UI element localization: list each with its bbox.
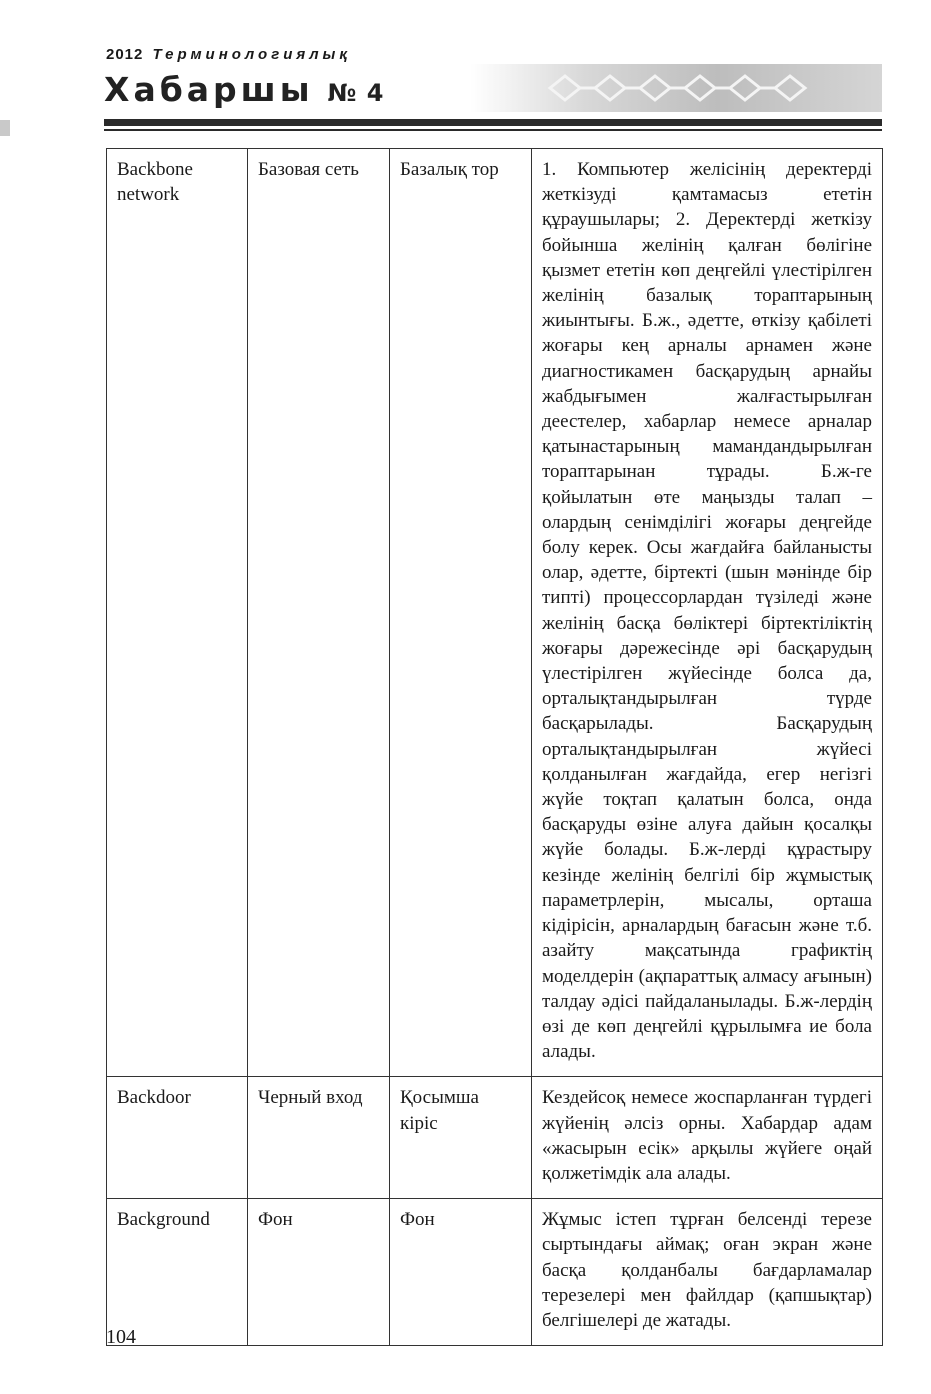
table-row <box>107 1199 883 1346</box>
terms-table <box>106 148 883 1346</box>
scan-edge-mark <box>0 120 10 136</box>
journal-title: Хабаршы <box>104 70 314 109</box>
term-russian: Базовая сеть <box>248 149 390 1077</box>
ornament-pattern-icon <box>540 68 840 108</box>
header-rule-thin <box>104 129 882 131</box>
journal-issue: № 4 <box>327 79 385 107</box>
term-definition: 1. Компьютер желісінің деректерді жеткізуді қамтамасыз ететін құраушылары; 2. Деректерді жеткізу бойынша желінің қалған бөлігіне қызмет ететін көп деңгейлі үлестірілген желінің базалық тораптарының жиынтығы. Б.ж., әдетте, өткізу қабілеті жоғары кең арналы арнамен және диагностикамен басқарудың арнайы жабдығымен жалғастырылған деестелер, хабарлар немесе арналар қатынастарының мамандандырылған тораптарынан тұрады. Б.ж-ге қойылатын өте маңызды талап – олардың сенімділігі жоғары деңгейде болу керек. Осы жағдайға байланысты олар, әдетте, біртекті (шын мәнінде бір типті) процессорлардан түзіледі және желінің басқа бөліктері біртектіліктің жоғары дәрежесінде әрі басқарудың үлестірілген жүйесінде болса да, орталықтандырылған түрде басқарылады. Басқарудың орталықтандырылған жүйесі қолданылған жағдайда, егер негізгі жүйе тоқтап қалатын болса, онда басқаруды өзіне алуға дайын қосалқы жүйе болады. Б.ж-лерді құрастыру кезінде желінің белгілі бір жұмыстық параметрлерін, мысалы, орташа кідірісін, арналардың бағасын және т.б. азайту мақсатында графиктің моделдерін (ақпараттық алмасу ағынын) талдау әдісі пайдаланылады. Б.ж-лердің өзі де көп деңгейлі құрылымға ие бола алады. <box>532 149 883 1077</box>
table-row <box>107 149 883 1077</box>
term-definition: Кездейсоқ немесе жоспарланған түрдегі жүйенің әлсіз орны. Хабардар адам «жасырын есік» арқылы жүйеге оңай қолжетімдік ала алады. <box>532 1077 883 1199</box>
term-definition: Жұмыс істеп тұрған белсенді терезе сыртындағы аймақ; оған экран және басқа қолданбалы бағдарламалар терезелері мен файлдар (қапшықтар) белгішелері де жатады. <box>532 1199 883 1346</box>
term-kazakh: Қосымша кіріс <box>390 1077 532 1199</box>
term-russian: Черный вход <box>248 1077 390 1199</box>
journal-year: 2012 <box>106 46 144 63</box>
journal-title-block <box>104 70 384 109</box>
term-english: Background <box>107 1199 248 1346</box>
table-row <box>107 1077 883 1199</box>
header-rule-thick <box>104 119 882 126</box>
term-english: Backdoor <box>107 1077 248 1199</box>
journal-year-series <box>106 46 351 63</box>
journal-series: Терминологиялық <box>152 46 351 63</box>
term-kazakh: Базалық тор <box>390 149 532 1077</box>
term-kazakh: Фон <box>390 1199 532 1346</box>
page-number: 104 <box>106 1326 136 1348</box>
term-russian: Фон <box>248 1199 390 1346</box>
term-english: Backbone network <box>107 149 248 1077</box>
